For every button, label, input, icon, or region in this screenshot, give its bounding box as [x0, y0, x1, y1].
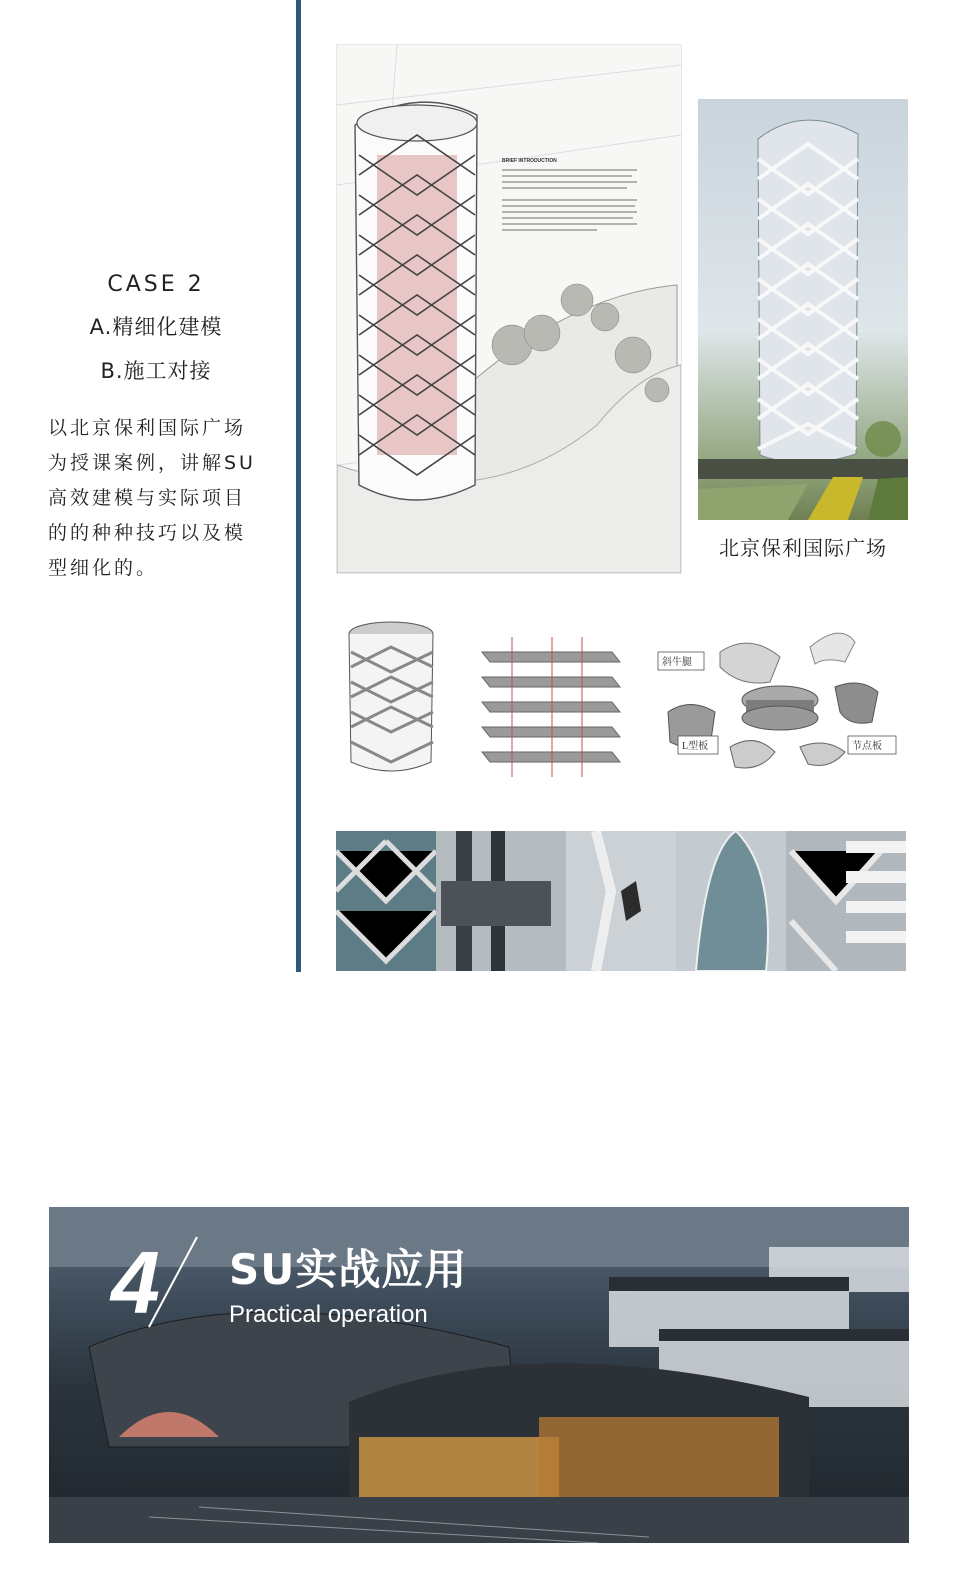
tower-sketch-drawing	[337, 45, 681, 573]
section-banner	[49, 1207, 909, 1543]
case-desc-line: 为授课案例，讲解SU	[48, 452, 256, 474]
photo-caption: 北京保利国际广场	[719, 536, 887, 560]
tower-sketch-image	[336, 44, 682, 574]
case-title: CASE 2	[107, 272, 205, 297]
case-intro	[40, 272, 272, 586]
case-desc-line: 型细化的。	[48, 557, 159, 579]
section-subtitle: Practical operation	[229, 1301, 428, 1328]
label-node-plate: 节点板	[852, 741, 882, 752]
label-corbel: 斜牛腿	[662, 657, 692, 668]
tower-photo	[698, 99, 908, 520]
floor-plates-drawing	[462, 612, 628, 782]
case-line-b: B.施工对接	[100, 359, 212, 383]
tower-model-drawing	[336, 612, 446, 782]
joint-components-drawing	[650, 612, 908, 782]
tower-photo-drawing	[698, 99, 908, 520]
vertical-divider	[296, 0, 301, 972]
label-l-plate: L型板	[682, 741, 709, 752]
case-desc-line: 以北京保利国际广场	[48, 417, 247, 439]
sketch-heading: BRIEF INTRODUCTION	[502, 158, 557, 164]
tower-model-diagram	[336, 612, 446, 782]
case-desc-line: 高效建模与实际项目	[48, 487, 247, 509]
facade-detail-strip	[336, 831, 906, 971]
section-title: SU实战应用	[229, 1245, 468, 1294]
case-line-a: A.精细化建模	[89, 315, 223, 339]
case-desc-line: 的的种种技巧以及模	[48, 522, 247, 544]
joint-components-diagram	[650, 612, 908, 782]
banner-backdrop	[49, 1207, 909, 1543]
facade-detail-drawing	[336, 831, 906, 971]
section-number: 4	[111, 1233, 160, 1332]
case-description	[40, 411, 272, 586]
floor-plates-diagram	[462, 612, 628, 782]
